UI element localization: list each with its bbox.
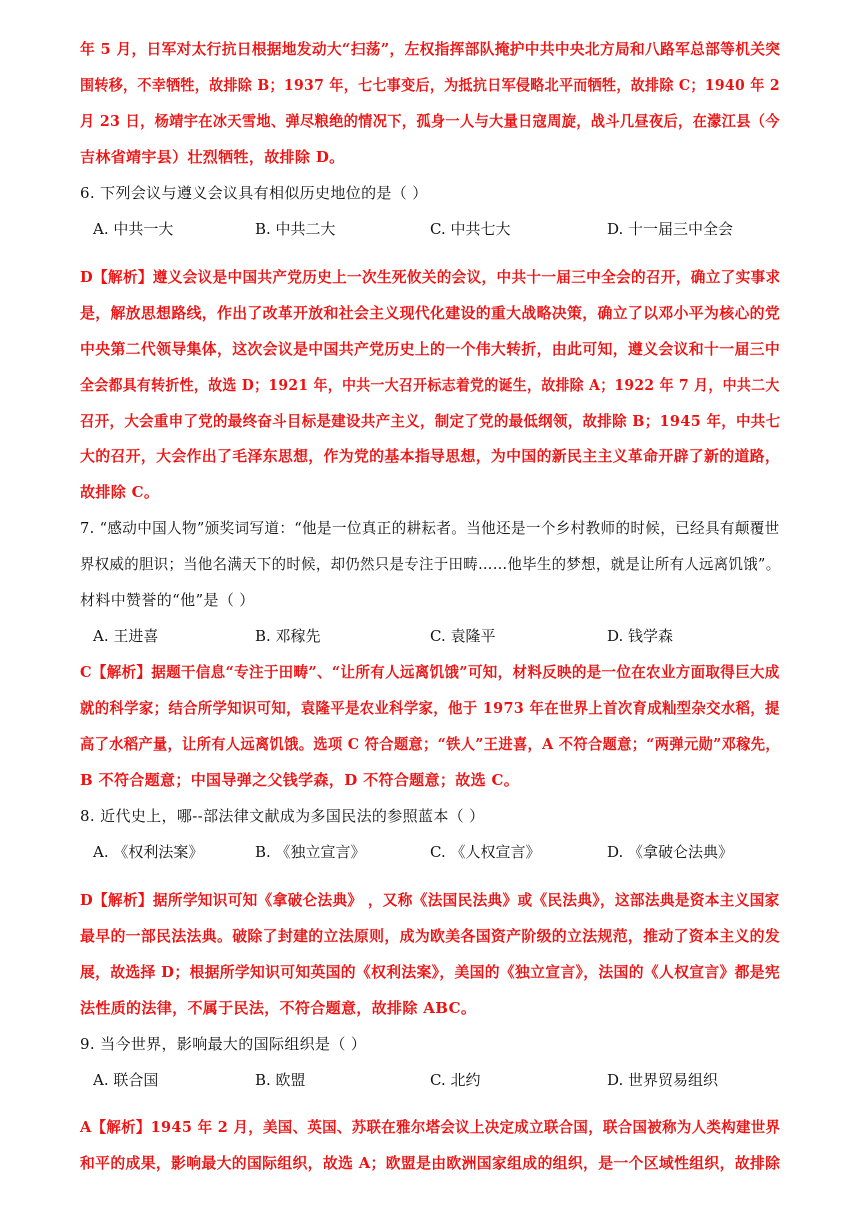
option-d: D. 《拿破仑法典》 xyxy=(607,843,734,861)
option-a: A. 《权利法案》 xyxy=(93,843,204,861)
answer-explanation-line: B 不符合题意；中国导弹之父钱学森，D 不符合题意；故选 C。 xyxy=(80,771,520,789)
answer-explanation-line: 召开，大会重申了党的最终奋斗目标是建设共产主义，制定了党的最低纲领，故排除 B；1945 年，中共七 xyxy=(80,412,781,430)
answer-explanation-line: 展，故选择 D；根据所学知识可知英国的《权利法案》，美国的《独立宣言》，法国的《人权宣言》都是宪 xyxy=(80,963,781,981)
answer-explanation-line: D【解析】遵义会议是中国共产党历史上一次生死攸关的会议，中共十一届三中全会的召开，确立了实事求 xyxy=(80,268,781,286)
option-b: B. 欧盟 xyxy=(255,1071,306,1089)
answer-explanation-line: 全会都具有转折性，故选 D；1921 年，中共一大召开标志着党的诞生，故排除 A；1922 年 7 月，中共二大 xyxy=(80,376,780,394)
answer-explanation-line: 是，解放思想路线，作出了改革开放和社会主义现代化建设的重大战略决策，确立了以邓小平为核心的党 xyxy=(80,304,781,322)
answer-explanation-line: A【解析】1945 年 2 月，美国、英国、苏联在雅尔塔会议上决定成立联合国，联合国被称为人类构建世界 xyxy=(80,1118,781,1136)
answer-explanation-line: 高了水稻产量，让所有人远离饥饿。选项 C 符合题意；“铁人”王进喜，A 不符合题意；“两弹元勋”邓稼先， xyxy=(80,735,780,753)
answer-explanation-line: 就的科学家；结合所学知识可知，袁隆平是农业科学家，他于 1973 年在世界上首次育成籼型杂交水稻，提 xyxy=(80,699,780,717)
question-text-line: 8. 近代史上，哪--部法律文献成为多国民法的参照蓝本（ ） xyxy=(80,807,485,825)
question-text-line: 9. 当今世界，影响最大的国际组织是（ ） xyxy=(80,1035,367,1053)
option-c: C. 袁隆平 xyxy=(430,627,496,645)
option-c: C. 《人权宣言》 xyxy=(430,843,541,861)
question-text-line: 6. 下列会议与遵义会议具有相似历史地位的是（ ） xyxy=(80,184,428,202)
answer-explanation-line: 法性质的法律，不属于民法，不符合题意，故排除 ABC。 xyxy=(80,999,477,1017)
answer-explanation-line: 和平的成果，影响最大的国际组织，故选 A；欧盟是由欧洲国家组成的组织，是一个区域性组织，故排除 xyxy=(80,1154,781,1172)
answer-explanation-line: D【解析】据所学知识可知《拿破仑法典》 ，又称《法国民法典》或《民法典》，这部法典是资本主义国家 xyxy=(80,891,780,909)
option-d: D. 钱学森 xyxy=(607,627,674,645)
answer-explanation-line: 年 5 月，日军对太行抗日根据地发动大“扫荡”，左权指挥部队掩护中共中央北方局和八路军总部等机关突 xyxy=(80,40,781,58)
option-d: D. 世界贸易组织 xyxy=(607,1071,719,1089)
option-b: B. 《独立宣言》 xyxy=(255,843,366,861)
question-text-line: 7. “感动中国人物”颁奖词写道：“他是一位真正的耕耘者。当他还是一个乡村教师的时候，已经具有颠覆世 xyxy=(80,519,780,537)
option-a: A. 王进喜 xyxy=(93,627,159,645)
answer-explanation-line: C【解析】据题干信息“专注于田畴”、“让所有人远离饥饿”可知，材料反映的是一位在农业方面取得巨大成 xyxy=(80,663,780,681)
option-b: B. 中共二大 xyxy=(255,220,336,238)
answer-explanation-line: 吉林省靖宇县）壮烈牺牲，故排除 D。 xyxy=(80,148,345,166)
answer-explanation-line: 最早的一部民法法典。破除了封建的立法原则，成为欧美各国资产阶级的立法规范，推动了资本主义的发 xyxy=(80,927,781,945)
option-c: C. 北约 xyxy=(430,1071,481,1089)
answer-explanation-line: 围转移，不幸牺牲，故排除 B；1937 年，七七事变后，为抵抗日军侵略北平而牺牲，故排除 C；1940 年 2 xyxy=(80,76,780,94)
option-b: B. 邓稼先 xyxy=(255,627,321,645)
answer-explanation-line: 故排除 C。 xyxy=(80,483,160,501)
option-c: C. 中共七大 xyxy=(430,220,511,238)
answer-explanation-line: 中央第二代领导集体，这次会议是中国共产党历史上的一个伟大转折，由此可知，遵义会议和十一届三中 xyxy=(80,340,781,358)
answer-explanation-line: 月 23 日，杨靖宇在冰天雪地、弹尽粮绝的情况下，孤身一人与大量日寇周旋，战斗几昼夜后，在濛江县（今 xyxy=(80,112,780,130)
option-d: D. 十一届三中全会 xyxy=(607,220,734,238)
question-text-line: 材料中赞誉的“他”是（ ） xyxy=(80,591,255,609)
option-a: A. 联合国 xyxy=(93,1071,159,1089)
answer-explanation-line: 大的召开，大会作出了毛泽东思想，作为党的基本指导思想，为中国的新民主主义革命开辟了新的道路， xyxy=(80,447,781,465)
option-a: A. 中共一大 xyxy=(93,220,174,238)
question-text-line: 界权威的胆识；当他名满天下的时候，却仍然只是专注于田畴……他毕生的梦想，就是让所有人远离饥饿”。 xyxy=(80,555,781,573)
